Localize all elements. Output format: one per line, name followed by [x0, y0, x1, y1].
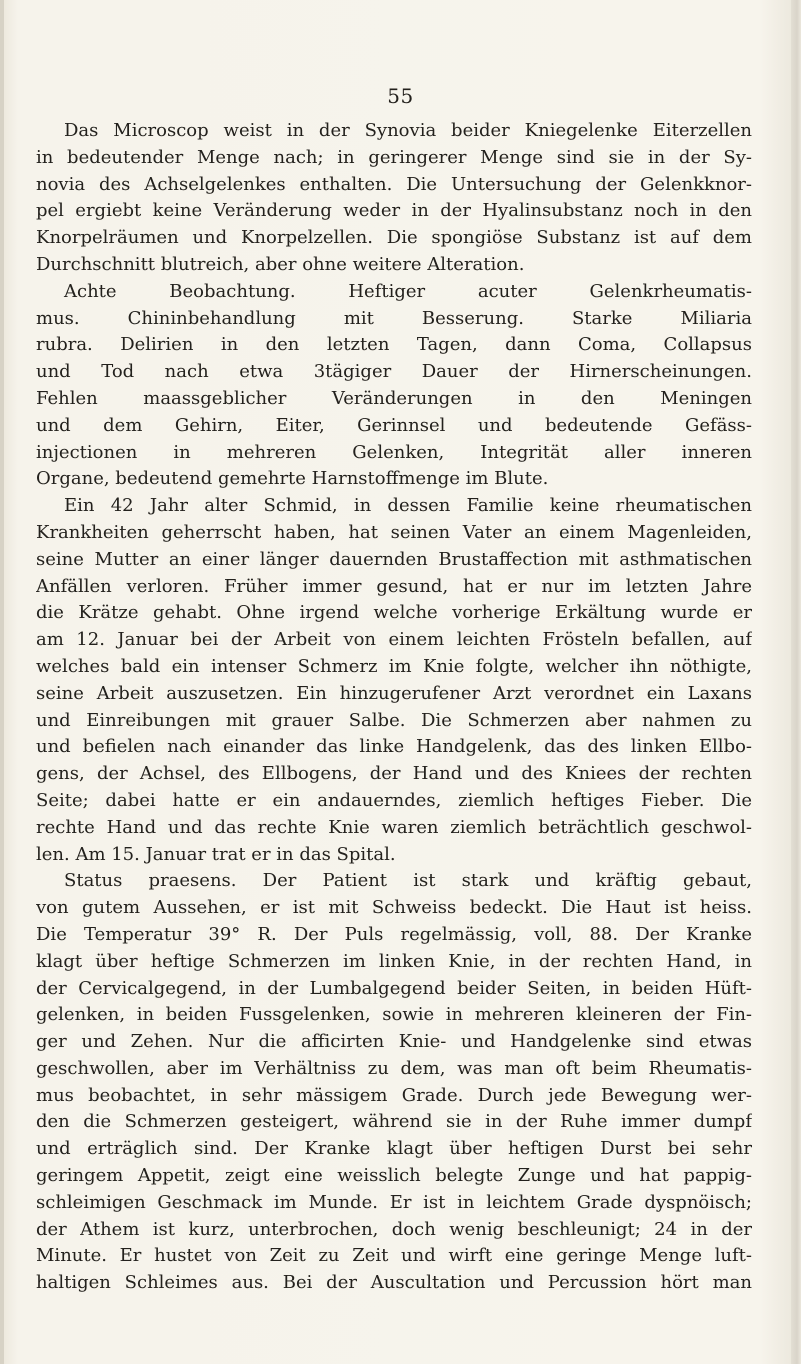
text-line: Achte Beobachtung. Heftiger acuter Gelenkrheumatis- — [64, 280, 752, 302]
text-line: Das Microscop weist in der Synovia beider Kniegelenke Eiterzellen — [64, 120, 752, 141]
text-line: welches bald ein intenser Schmerz im Knie folgte, welcher ihn nöthigte, — [36, 655, 752, 677]
text-line: Status praesens. Der Patient ist stark und kräftig gebaut, — [64, 870, 752, 892]
text-line: Seite; dabei hatte er ein andauerndes, ziemlich heftiges Fieber. Die — [36, 789, 752, 811]
text-line: rubra. Delirien in den letzten Tagen, dann Coma, Collapsus — [36, 334, 752, 356]
text-line: die Krätze gehabt. Ohne irgend welche vorherige Erkältung wurde er — [36, 602, 752, 624]
text-line: den die Schmerzen gesteigert, während sie in der Ruhe immer dumpf — [36, 1111, 752, 1133]
text-line: gens, der Achsel, des Ellbogens, der Hand und des Kniees der rechten — [36, 763, 752, 785]
text-line: haltigen Schleimes aus. Bei der Auscultation und Percussion hört man — [36, 1272, 752, 1294]
text-line: mus beobachtet, in sehr mässigem Grade. Durch jede Bewegung wer- — [36, 1084, 752, 1106]
text-line: len. Am 15. Januar trat er in das Spital. — [36, 843, 396, 865]
text-line: Durchschnitt blutreich, aber ohne weitere Alteration. — [36, 253, 525, 275]
text-line: und Tod nach etwa 3tägiger Dauer der Hirnerscheinungen. — [36, 361, 752, 383]
text-line: klagt über heftige Schmerzen im linken Knie, in der rechten Hand, in — [36, 950, 752, 972]
text-line: Minute. Er hustet von Zeit zu Zeit und wirft eine geringe Menge luft- — [36, 1245, 752, 1267]
text-line: und befielen nach einander das linke Handgelenk, das des linken Ellbo- — [36, 736, 752, 758]
text-line: Organe, bedeutend gemehrte Harnstoffmenge im Blute. — [36, 468, 549, 490]
text-line: gelenken, in beiden Fussgelenken, sowie in mehreren kleineren der Fin- — [36, 1004, 752, 1026]
text-line: Knorpelräumen und Knorpelzellen. Die spongiöse Substanz ist auf dem — [36, 227, 752, 249]
text-line: Krankheiten geherrscht haben, hat seinen Vater an einem Magenleiden, — [36, 521, 752, 543]
text-line: Anfällen verloren. Früher immer gesund, hat er nur im letzten Jahre — [36, 575, 752, 597]
text-line: pel ergiebt keine Veränderung weder in der Hyalinsubstanz noch in den — [36, 200, 752, 222]
text-line: geringem Appetit, zeigt eine weisslich belegte Zunge und hat pappig- — [36, 1165, 752, 1187]
text-line: novia des Achselgelenkes enthalten. Die Untersuchung der Gelenkknor- — [36, 173, 752, 195]
text-line: in bedeutender Menge nach; in geringerer Menge sind sie in der Sy- — [36, 146, 752, 168]
text-line: und Einreibungen mit grauer Salbe. Die Schmerzen aber nahmen zu — [36, 709, 752, 731]
text-line: mus. Chininbehandlung mit Besserung. Starke Miliaria — [36, 307, 752, 329]
page-left-edge — [0, 0, 4, 1364]
text-line: und erträglich sind. Der Kranke klagt über heftigen Durst bei sehr — [36, 1138, 752, 1160]
text-line: schleimigen Geschmack im Munde. Er ist in leichtem Grade dyspnöisch; — [36, 1191, 752, 1213]
page-number: 55 — [387, 84, 414, 108]
text-line: Fehlen maassgeblicher Veränderungen in den Meningen — [36, 387, 752, 409]
text-line: Ein 42 Jahr alter Schmid, in dessen Familie keine rheumatischen — [64, 495, 752, 517]
text-line: ger und Zehen. Nur die afficirten Knie- und Handgelenke sind etwas — [36, 1031, 752, 1053]
text-line: und dem Gehirn, Eiter, Gerinnsel und bedeutende Gefäss- — [36, 414, 752, 436]
text-line: injectionen in mehreren Gelenken, Integrität aller inneren — [36, 441, 752, 463]
text-line: der Cervicalgegend, in der Lumbalgegend beider Seiten, in beiden Hüft- — [36, 977, 752, 999]
text-line: rechte Hand und das rechte Knie waren ziemlich beträchtlich geschwol- — [36, 816, 752, 838]
text-line: seine Mutter an einer länger dauernden Brustaffection mit asthmatischen — [36, 548, 752, 570]
page-right-edge — [791, 0, 801, 1364]
text-line: seine Arbeit auszusetzen. Ein hinzugerufener Arzt verordnet ein Laxans — [36, 682, 752, 704]
text-line: am 12. Januar bei der Arbeit von einem leichten Frösteln befallen, auf — [36, 629, 752, 651]
text-line: geschwollen, aber im Verhältniss zu dem, was man oft beim Rheumatis- — [36, 1057, 752, 1079]
text-line: Die Temperatur 39° R. Der Puls regelmässig, voll, 88. Der Kranke — [36, 923, 752, 945]
body-text — [36, 118, 752, 1297]
text-line: der Athem ist kurz, unterbrochen, doch wenig beschleunigt; 24 in der — [36, 1218, 752, 1240]
text-line: von gutem Aussehen, er ist mit Schweiss bedeckt. Die Haut ist heiss. — [36, 897, 752, 919]
